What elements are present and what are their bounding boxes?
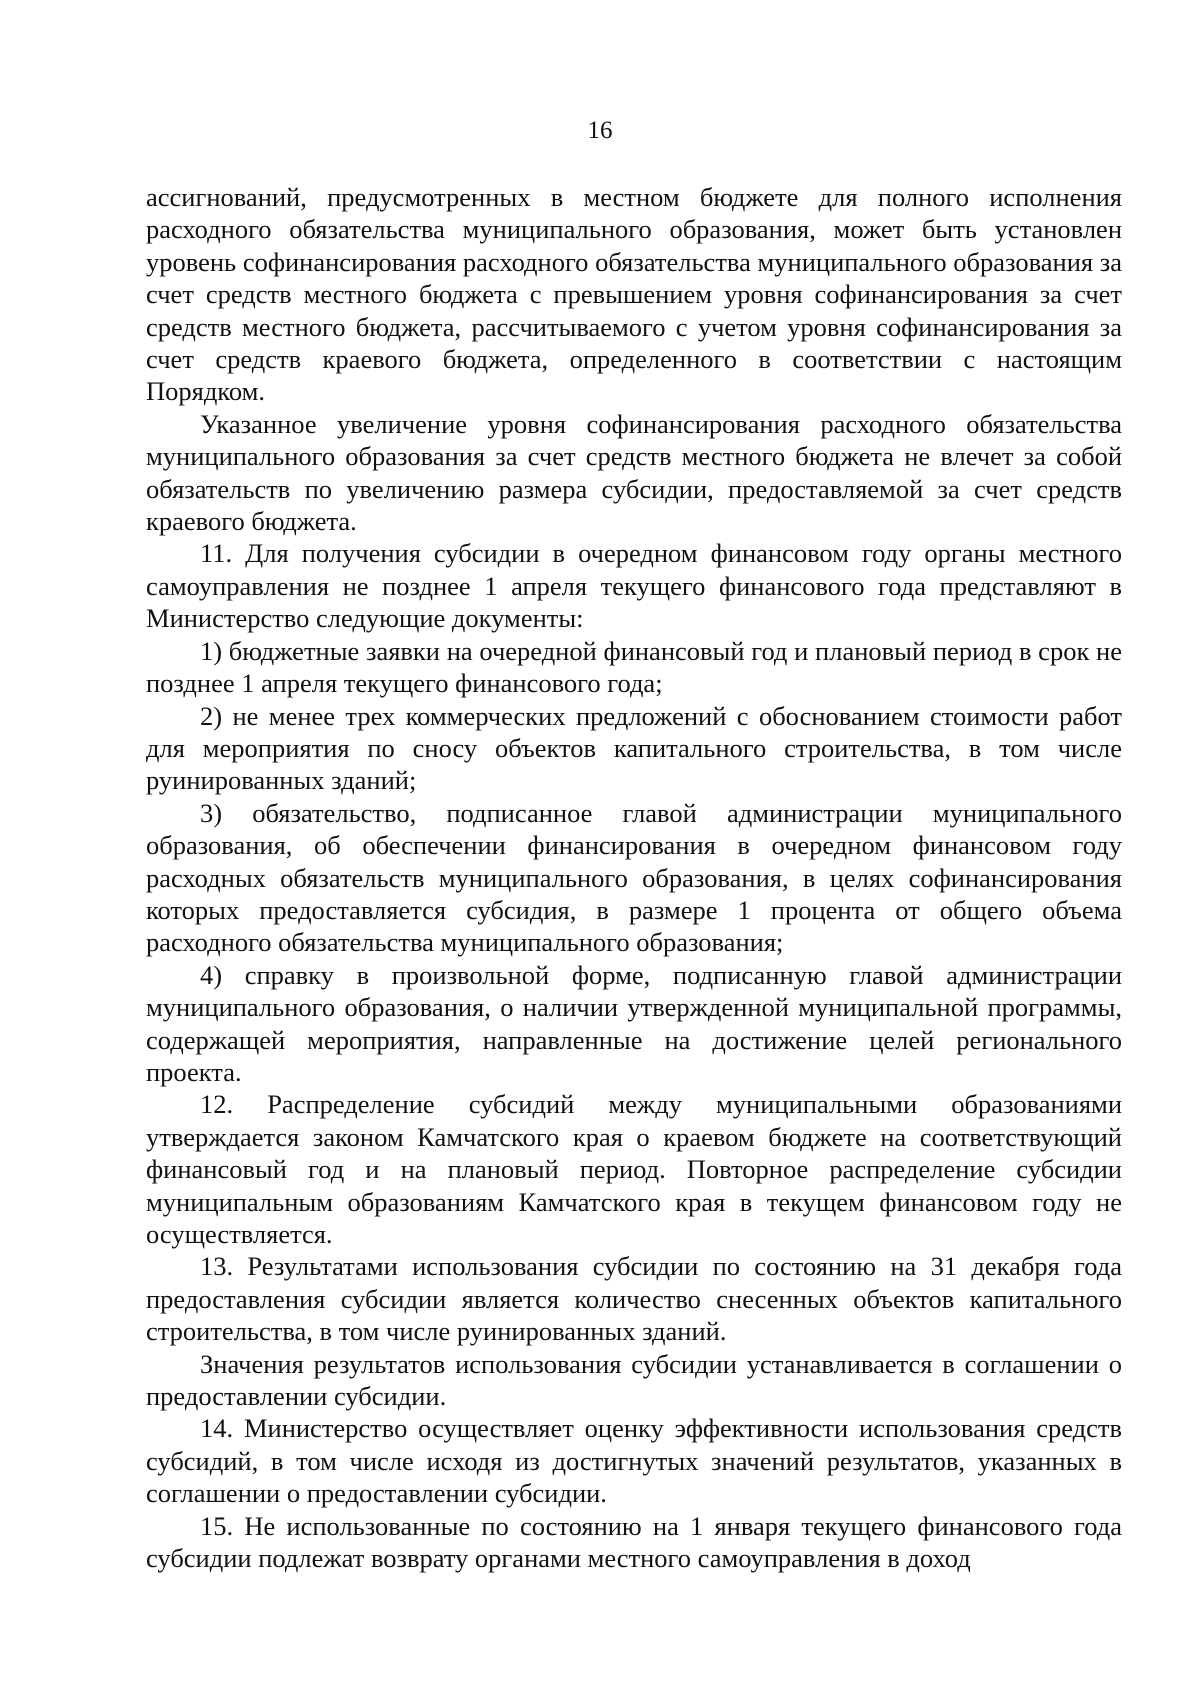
paragraph-continuation: ассигнований, предусмотренных в местном бюджете для полного исполнения расходного обязательства муниципального образования, может быть установлен уровень софинансирования расходного обязательства муниципального образования за счет средств местного бюджета с превышением уровня софинансирования за счет средств местного бюджета, рассчитываемого с учетом уровня софинансирования за счет средств краевого бюджета, определенного в соответствии с настоящим Порядком. (146, 182, 1122, 407)
paragraph-subitem-4: 4) справку в произвольной форме, подписанную главой администрации муниципального образования, о наличии утвержденной муниципальной программы, содержащей мероприятия, направленные на достижение целей регионального проекта. (146, 959, 1122, 1087)
paragraph-item-13: 13. Результатами использования субсидии по состоянию на 31 декабря года предоставления субсидии является количество снесенных объектов капитального строительства, в том числе руинированных зданий. (146, 1251, 1122, 1347)
document-body (146, 181, 1122, 1574)
paragraph-item-14: 14. Министерство осуществляет оценку эффективности использования средств субсидий, в том числе исходя из достигнутых значений результатов, указанных в соглашении о предоставлении субсидии. (146, 1413, 1122, 1509)
page-number: 16 (587, 117, 613, 144)
paragraph-subitem-1: 1) бюджетные заявки на очередной финансовый год и плановый период в срок не позднее 1 апреля текущего финансового года; (146, 635, 1122, 699)
paragraph-item-15: 15. Не использованные по состоянию на 1 января текущего финансового года субсидии подлежат возврату органами местного самоуправления в доход (146, 1510, 1122, 1574)
paragraph-result-values: Значения результатов использования субсидии устанавливается в соглашении о предоставлении субсидии. (146, 1348, 1122, 1412)
paragraph-subitem-2: 2) не менее трех коммерческих предложений с обоснованием стоимости работ для мероприятия по сносу объектов капитального строительства, в том числе руинированных зданий; (146, 700, 1122, 796)
paragraph-cofinancing-increase: Указанное увеличение уровня софинансирования расходного обязательства муниципального образования за счет средств местного бюджета не влечет за собой обязательств по увеличению размера субсидии, предоставляемой за счет средств краевого бюджета. (146, 408, 1122, 537)
paragraph-subitem-3: 3) обязательство, подписанное главой администрации муниципального образования, об обеспечении финансирования в очередном финансовом году расходных обязательств муниципального образования, в целях софинансирования которых предоставляется субсидия, в размере 1 процента от общего объема расходного обязательства муниципального образования; (146, 797, 1122, 958)
paragraph-item-12: 12. Распределение субсидий между муниципальными образованиями утверждается законом Камчатского края о краевом бюджете на соответствующий финансовый год и на плановый период. Повторное распределение субсидии муниципальным образованиям Камчатского края в текущем финансовом году не осуществляется. (146, 1089, 1122, 1249)
paragraph-item-11: 11. Для получения субсидии в очередном финансовом году органы местного самоуправления не позднее 1 апреля текущего финансового года представляют в Министерство следующие документы: (146, 538, 1122, 634)
